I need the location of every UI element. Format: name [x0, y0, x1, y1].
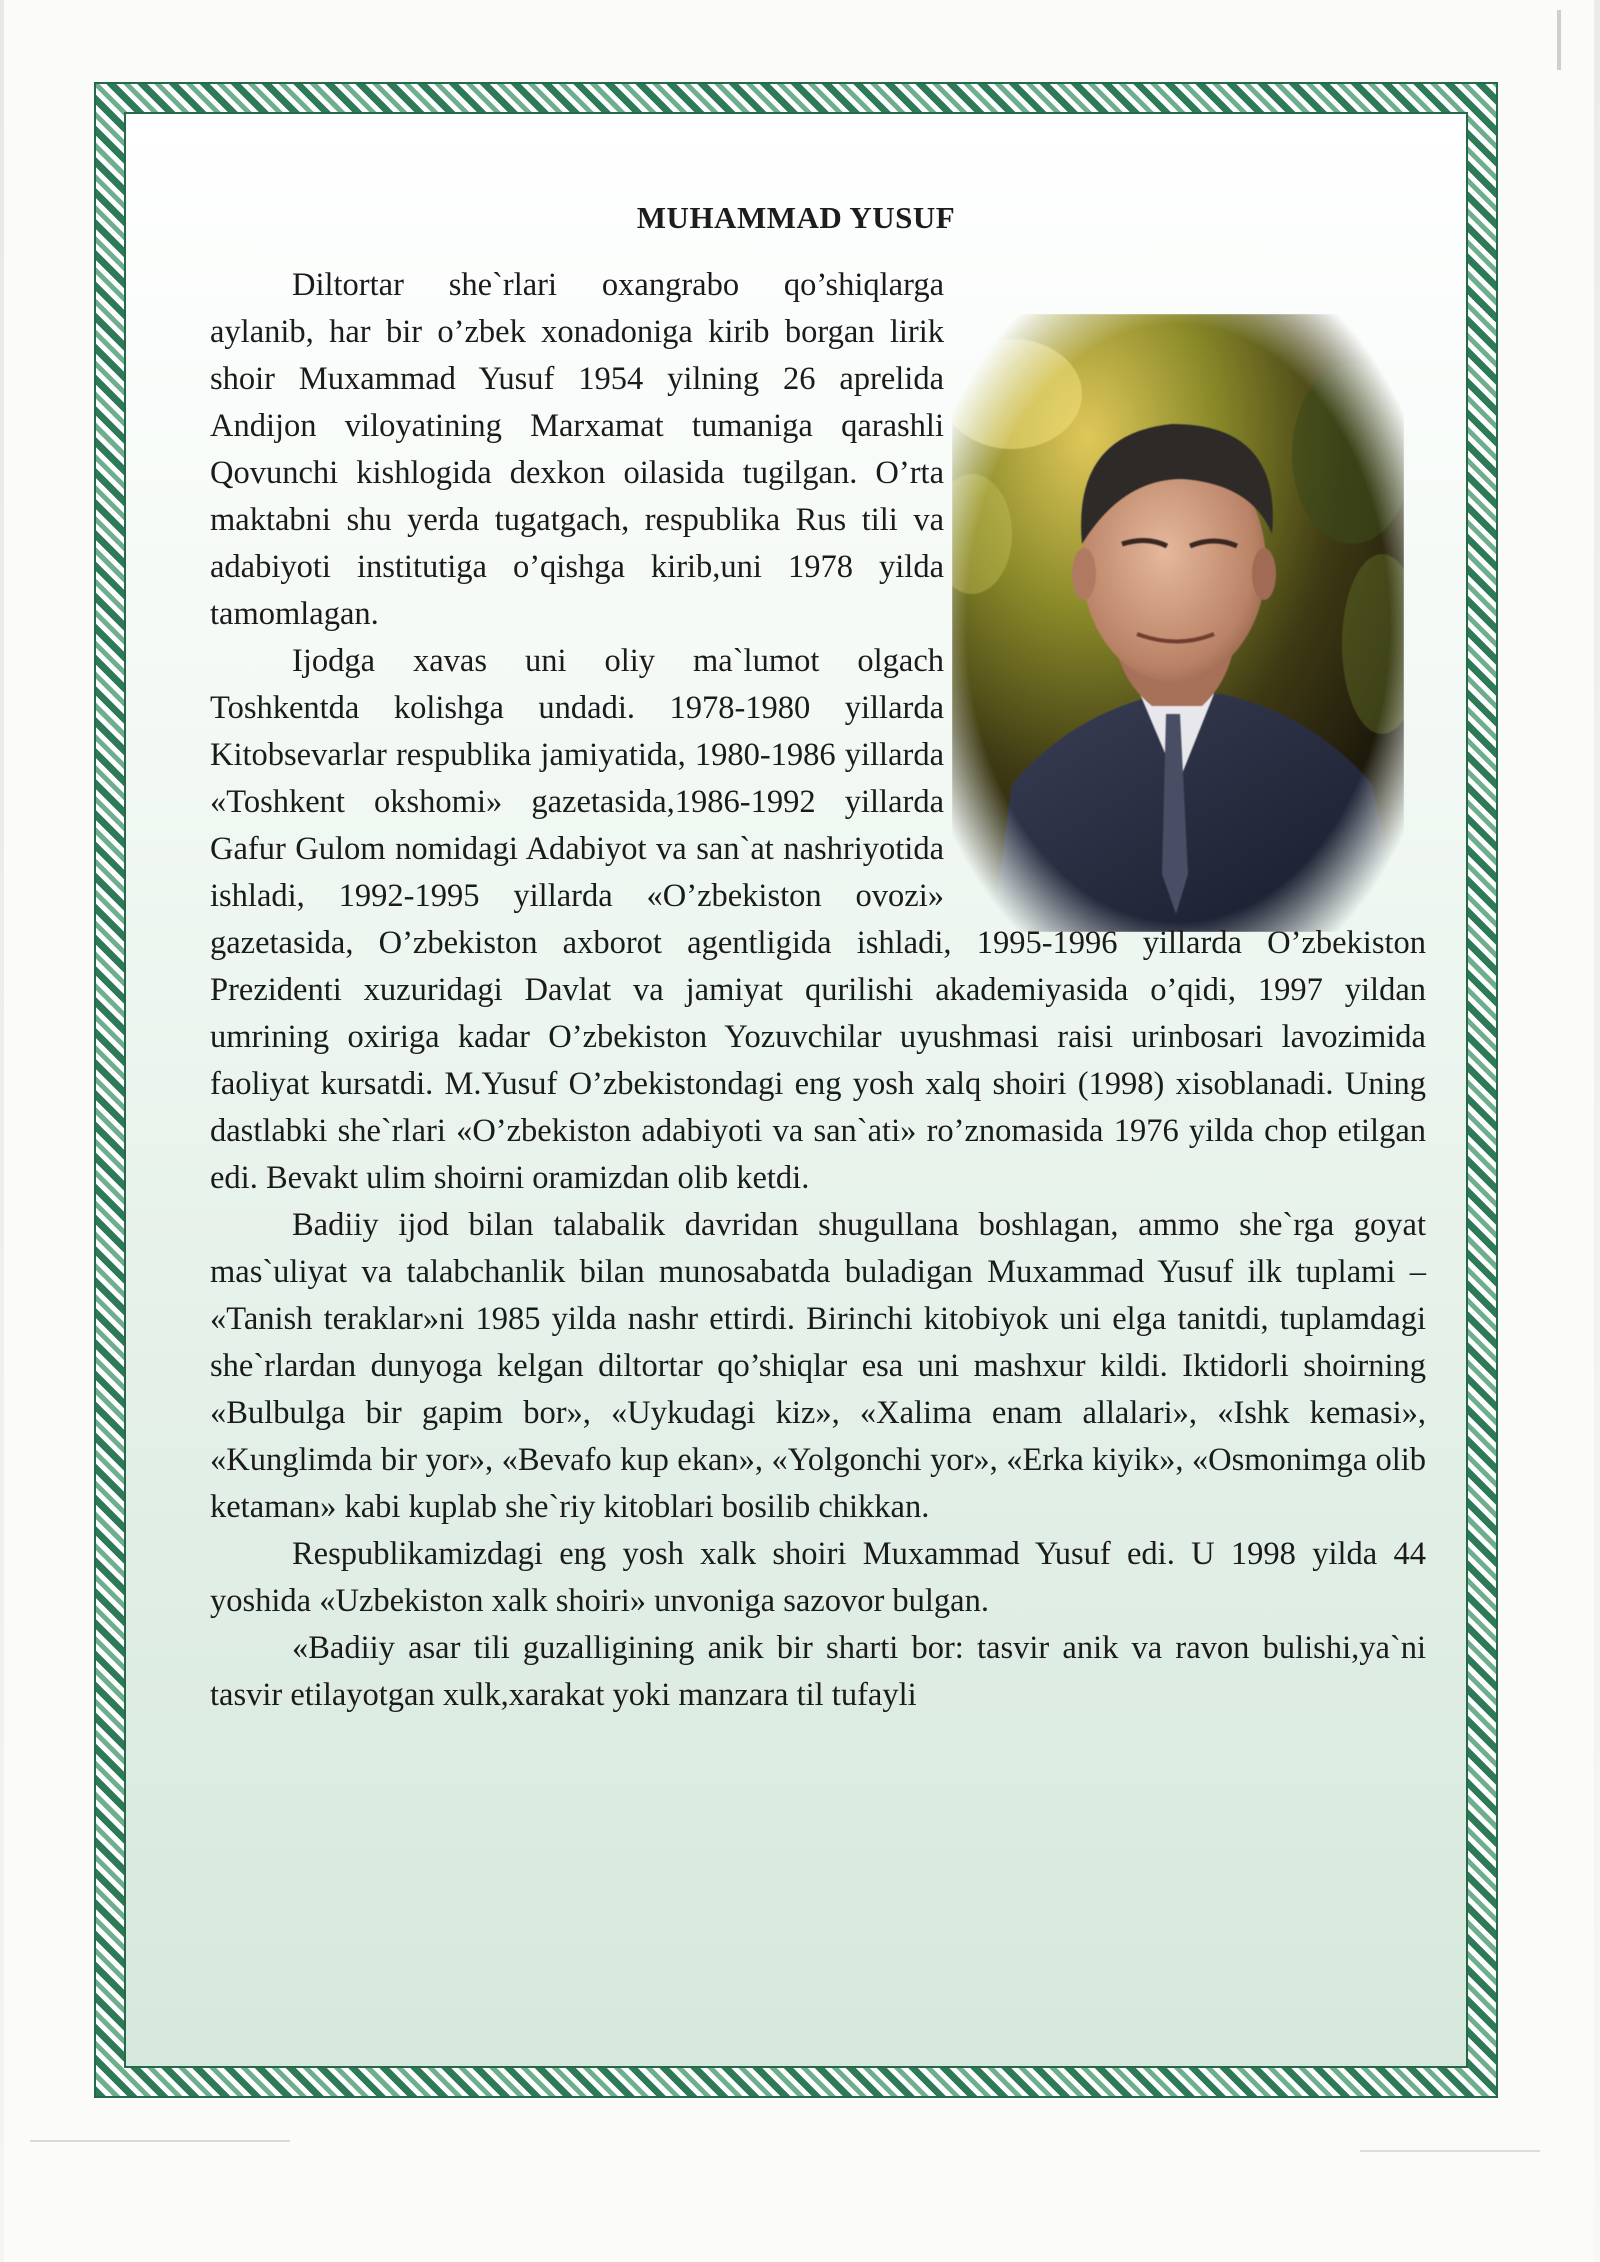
page-title: MUHAMMAD YUSUF — [636, 200, 956, 235]
scan-mark — [30, 2140, 290, 2142]
portrait-spacer — [944, 262, 1426, 898]
paragraph: Diltortar she`rlari oxangrabo qo’shiqlarga aylanib, har bir o’zbek xonadoniga kirib borgan lirik shoir Muxammad Yusuf 1954 yilning 26 aprelida Andijon viloyatining Marxamat tumaniga qarashli Qovunchi kishlogida dexkon oilasida tugilgan. O’rta maktabni shu yerda tugatgach, respublika Rus tili va adabiyoti institutiga o’qishga kirib,uni 1978 yilda tamomlagan. — [210, 267, 944, 632]
decorative-frame — [96, 84, 1496, 2096]
paragraph: Ijodga xavas uni oliy ma`lumot olgach Toshkentda kolishga undadi. 1978-1980 yillarda Kitobsevarlar respublika jamiyatida, 1980-1986 yillarda «Toshkent okshomi» gazetasida,1986-1992 yillarda Gafur Gulom nomidagi Adabiyot va san`at nashriyotida ishladi, 1992-1995 yillarda «O’zbekiston ovozi» gazetasida, O’zbekiston axborot agentligida ishladi, 1995-1996 yillarda O’zbekiston Prezidenti xuzuridagi Davlat va jamiyat qurilishi akademiyasida o’qidi, 1997 yildan umrining oxiriga kadar O’zbekiston Yozuvchilar uyushmasi raisi urinbosari lavozimida faoliyat kursatdi. M.Yusuf O’zbekistondagi eng yosh xalq shoiri (1998) xisoblanadi. Uning dastlabki she`rlari «O’zbekiston adabiyoti va san`ati» ro’znomasida 1976 yilda chop etilgan edi. Bevakt ulim shoirni oramizdan olib ketdi. — [210, 643, 1426, 1196]
paragraph: Badiiy ijod bilan talabalik davridan shugullana boshlagan, ammo she`rga goyat mas`uliyat va talabchanlik bilan munosabatda buladigan Muxammad Yusuf ilk tuplami – «Tanish teraklar»ni 1985 yilda nashr ettirdi. Birinchi kitobiyok uni elga tanitdi, tuplamdagi she`rlardan dunyoga kelgan diltortar qo’shiqlar esa uni mashxur kildi. Iktidorli shoirning «Bulbulga bir gapim bor», «Uykudagi kiz», «Xalima enam allalari», «Ishk kemasi», «Kunglimda bir yor», «Bevafo kup ekan», «Yolgonchi yor», «Erka kiyik», «Osmonimga olib ketaman» kabi kuplab she`riy kitoblari bosilib chikkan. — [210, 1207, 1426, 1525]
scan-mark — [1360, 2150, 1540, 2152]
scan-edge-right — [1594, 0, 1600, 2262]
paragraph: Respublikamizdagi eng yosh xalk shoiri Muxammad Yusuf edi. U 1998 yilda 44 yoshida «Uzbekiston xalk shoiri» unvoniga sazovor bulgan. — [210, 1536, 1426, 1619]
scan-edge-left — [0, 0, 4, 2262]
biography-text — [210, 262, 1426, 1719]
scan-mark — [1557, 10, 1561, 70]
paragraph: «Badiiy asar tili guzalligining anik bir sharti bor: tasvir anik va ravon bulishi,ya`ni tasvir etilayotgan xulk,xarakat yoki manzara til tufayli — [210, 1630, 1426, 1713]
